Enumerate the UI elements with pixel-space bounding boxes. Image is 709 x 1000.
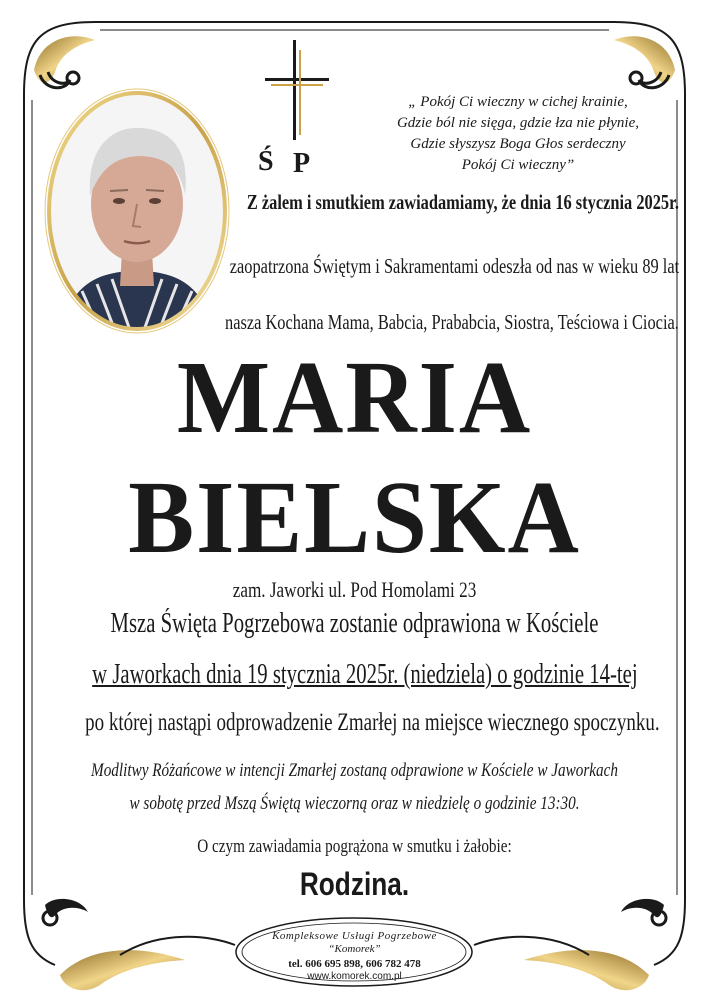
announcement-line: nasza Kochana Mama, Babcia, Prababcia, Siostra, Teściowa i Ciocia.	[225, 310, 679, 334]
closing-line: O czym zawiadamia pogrążona w smutku i żałobie:	[197, 836, 512, 857]
corner-ornament-icon	[24, 22, 95, 95]
announcement-line: Z żalem i smutkiem zawiadamiamy, że dnia 16 stycznia 2025r.	[246, 190, 679, 214]
poem-line: Gdzie słyszysz Boga Głos serdeczny	[410, 136, 626, 152]
deceased-last-name: BIELSKA	[128, 460, 581, 575]
poem-line: Gdzie ból nie sięga, gdzie łza nie płynie,	[396, 115, 640, 131]
rosary-line: Modlitwy Różańcowe w intencji Zmarłej zostaną odprawione w Kościele w Jaworkach	[91, 760, 618, 781]
sp-letter-s: Ś	[258, 146, 274, 177]
family-signature: Rodzina.	[299, 866, 410, 902]
footer-business-name: “Komorek”	[328, 943, 381, 955]
funeral-mass-line: Msza Święta Pogrzebowa zostanie odprawiona w Kościele	[110, 608, 599, 639]
deceased-first-name: MARIA	[176, 340, 533, 455]
footer-company: Kompleksowe Usługi Pogrzebowe	[272, 930, 437, 942]
residence-address: zam. Jaworki ul. Pod Homolami 23	[232, 577, 477, 602]
footer-phone: tel. 606 695 898, 606 782 478	[288, 958, 421, 970]
cross-icon	[257, 40, 337, 140]
rosary-line: w sobotę przed Mszą Świętą wieczorną oraz w niedzielę o godzinie 13:30.	[129, 793, 580, 814]
procession-line: po której nastąpi odprowadzenie Zmarłej na miejsce wiecznego spoczynku.	[85, 709, 660, 736]
poem-line: „ Pokój Ci wieczny w cichej krainie,	[408, 94, 628, 110]
sp-letter-p: P	[293, 148, 311, 179]
poem-line: Pokój Ci wieczny”	[461, 157, 575, 173]
footer-website: www.komorek.com.pl	[307, 971, 402, 982]
announcement-line: zaopatrzona Świętym i Sakramentami odeszła od nas w wieku 89 lat	[229, 254, 679, 278]
portrait-photo	[42, 86, 232, 336]
funeral-mass-line: w Jaworkach dnia 19 stycznia 2025r. (niedziela) o godzinie 14-tej	[92, 659, 638, 690]
